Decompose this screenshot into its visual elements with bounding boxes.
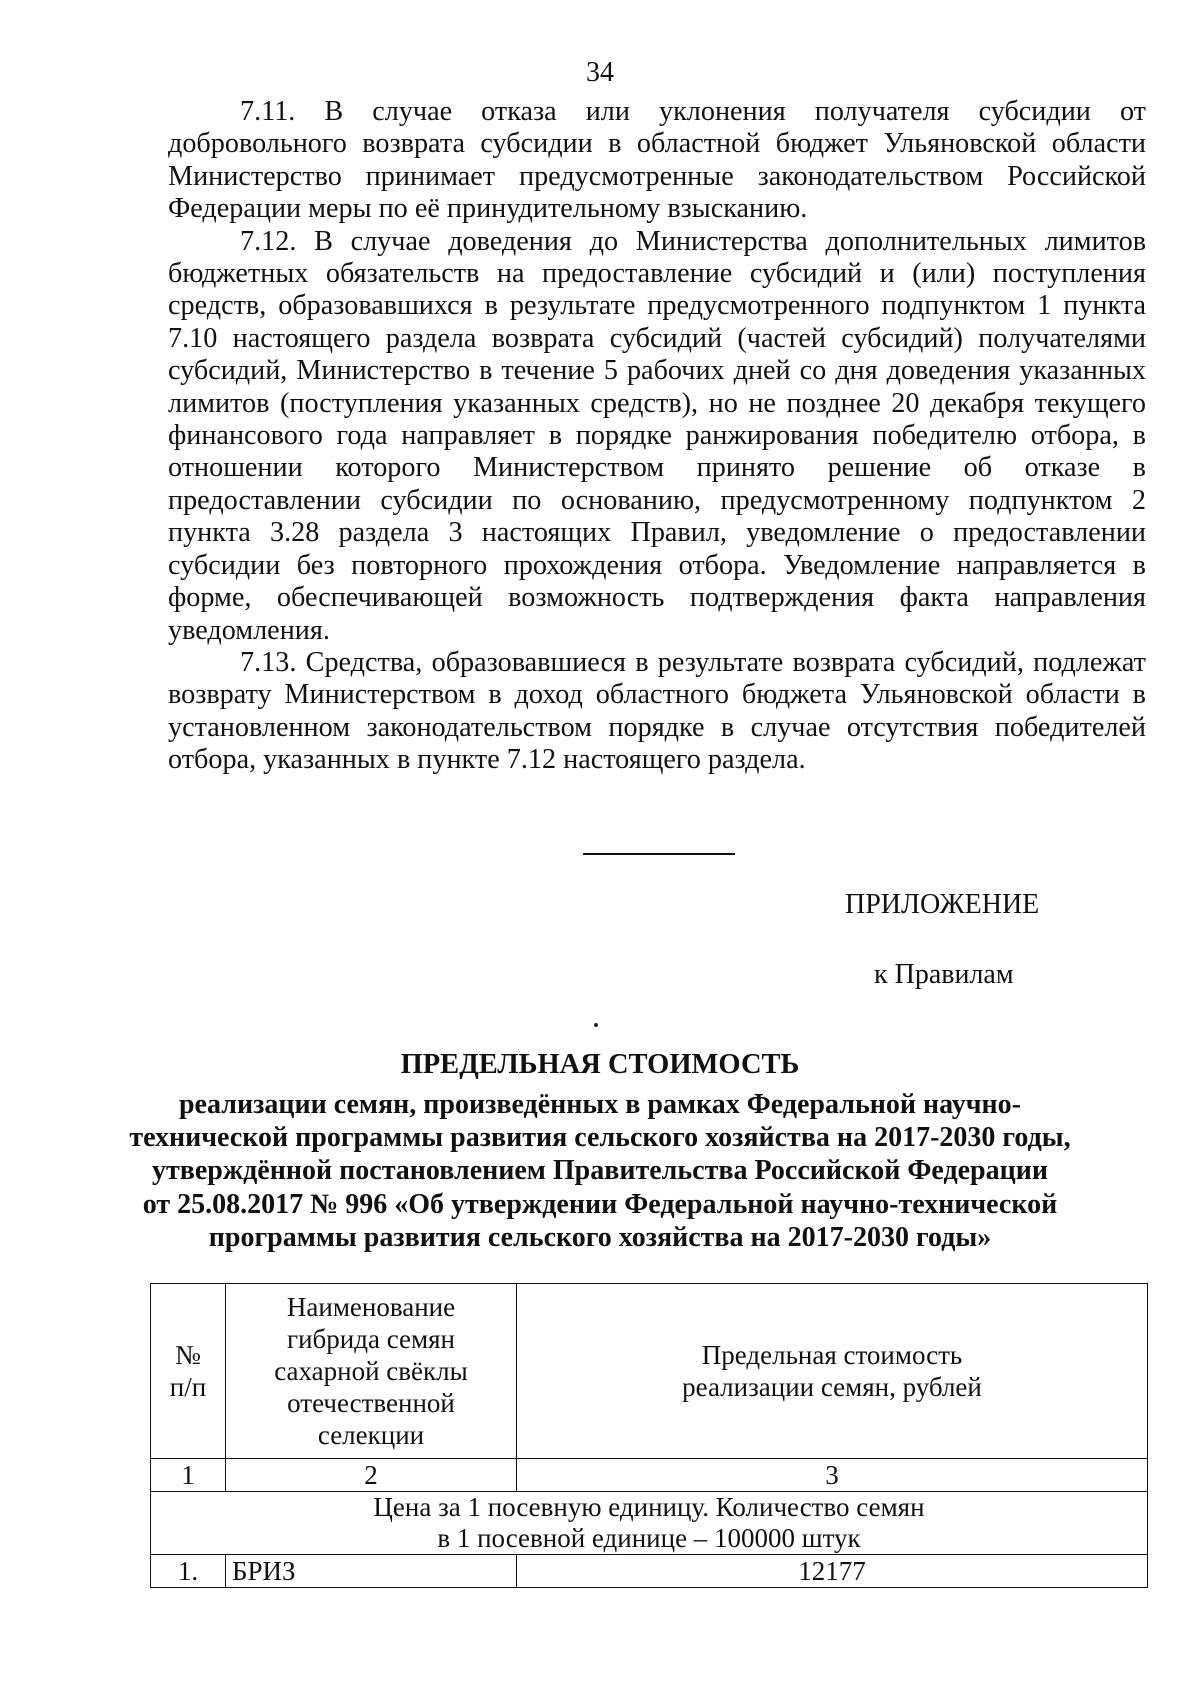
paragraph-7-11: 7.11. В случае отказа или уклонения получателя субсидии от добровольного возврата субсидии в областной бюджет Ульяновской области Министерство принимает предусмотренные законодательством Российской Федерации меры по её принудительному взысканию. — [168, 96, 1146, 225]
header-hybrid-line: гибрида семян — [287, 1324, 455, 1354]
document-subtitle-line: от 25.08.2017 № 996 «Об утверждении Федеральной научно-технической — [142, 1188, 1058, 1220]
table-row — [151, 1555, 1148, 1588]
column-number-3: 3 — [517, 1459, 1148, 1492]
row-hybrid-name: БРИЗ — [226, 1555, 517, 1588]
column-number-1: 1 — [151, 1459, 226, 1492]
section-separator-line — [583, 853, 735, 855]
document-title: ПРЕДЕЛЬНАЯ СТОИМОСТЬ — [400, 1049, 800, 1080]
group-caption — [151, 1492, 1148, 1555]
body-text — [168, 96, 1146, 777]
header-hybrid-line: сахарной свёклы — [274, 1356, 468, 1386]
document-subtitle-line: программы развития сельского хозяйства на 2017-2030 годы» — [208, 1221, 992, 1253]
header-number — [151, 1284, 226, 1459]
header-hybrid-line: селекции — [317, 1420, 425, 1450]
header-hybrid-line: отечественной — [287, 1388, 455, 1418]
group-caption-line: Цена за 1 посевную единицу. Количество семян — [373, 1492, 925, 1522]
paragraph-7-12: 7.12. В случае доведения до Министерства дополнительных лимитов бюджетных обязательств на предоставление субсидий и (или) поступления средств, образовавшихся в результате предусмотренного подпунктом 1 пункта 7.10 настоящего раздела возврата субсидий (частей субсидий) получателями субсидий, Министерство в течение 5 рабочих дней со дня доведения указанных лимитов (поступления указанных средств), но не позднее 20 декабря текущего финансового года направляет в порядке ранжирования победителю отбора, в отношении которого Министерством принято решение об отказе в предоставлении субсидии по основанию, предусмотренному подпунктом 2 пункта 3.28 раздела 3 настоящих Правил, уведомление о предоставлении субсидии без повторного прохождения отбора. Уведомление направляется в форме, обеспечивающей возможность подтверждения факта направления уведомления. — [168, 225, 1146, 646]
header-hybrid-name — [226, 1284, 517, 1459]
appendix-subtitle: к Правилам — [874, 959, 1014, 990]
paragraph-7-13: 7.13. Средства, образовавшиеся в результате возврата субсидий, подлежат возврату Министерством в доход областного бюджета Ульяновской области в установленном законодательством порядке в случае отсутствия победителей отбора, указанных в пункте 7.12 настоящего раздела. — [168, 646, 1146, 776]
document-subtitle-line: технической программы развития сельского хозяйства на 2017-2030 годы, — [129, 1122, 1071, 1154]
group-caption-line: в 1 посевной единице – 100000 штук — [437, 1523, 861, 1553]
page-number: 34 — [586, 57, 614, 88]
header-number-line: № — [175, 1340, 201, 1370]
header-price-line: реализации семян, рублей — [682, 1372, 982, 1402]
header-hybrid-line: Наименование — [286, 1292, 456, 1322]
row-price: 12177 — [517, 1555, 1148, 1588]
table-numbering-row — [151, 1459, 1148, 1492]
document-subtitle-line: утверждённой постановлением Правительства Российской Федерации — [151, 1155, 1049, 1187]
price-table — [150, 1283, 1148, 1588]
document-subtitle-line: реализации семян, произведённых в рамках Федеральной научно- — [178, 1089, 1021, 1120]
row-number: 1. — [151, 1555, 226, 1588]
header-price-line: Предельная стоимость — [701, 1340, 963, 1370]
column-number-2: 2 — [226, 1459, 517, 1492]
document-subtitle — [60, 1088, 1140, 1254]
table-group-row — [151, 1492, 1148, 1555]
header-number-line: п/п — [169, 1372, 207, 1402]
appendix-title: ПРИЛОЖЕНИЕ — [845, 889, 1040, 920]
scan-dot — [594, 1023, 598, 1027]
header-max-price — [517, 1284, 1148, 1459]
table-header-row — [151, 1284, 1148, 1459]
